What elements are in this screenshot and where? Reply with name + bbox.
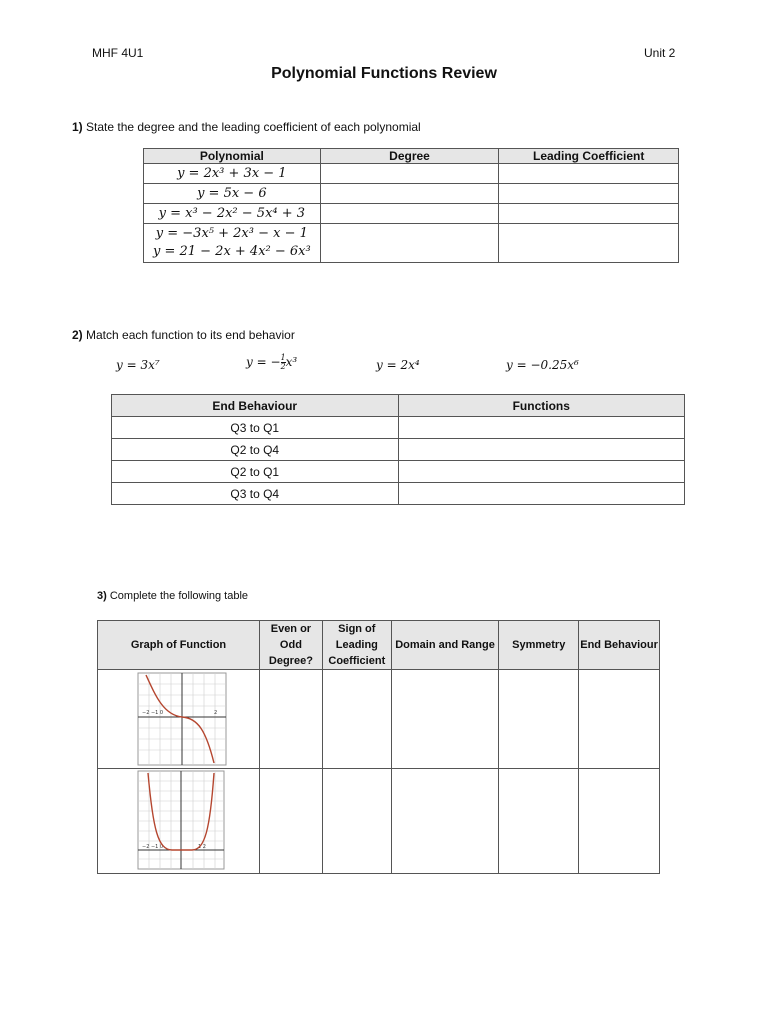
polynomial-cell: y = 2x³ + 3x − 1 bbox=[144, 164, 321, 184]
polynomial-line: y = −3x⁵ + 2x³ − x − 1 bbox=[155, 226, 308, 241]
end-behaviour-cell: Q3 to Q4 bbox=[112, 483, 399, 505]
svg-text:−2 −1 0: −2 −1 0 bbox=[142, 844, 164, 850]
sign-answer-cell[interactable] bbox=[322, 670, 391, 769]
col-domain-range: Domain and Range bbox=[391, 621, 499, 670]
graph-cell bbox=[98, 769, 260, 874]
end-behaviour-cell: Q3 to Q1 bbox=[112, 417, 399, 439]
functions-answer-cell[interactable] bbox=[398, 439, 685, 461]
col-polynomial: Polynomial bbox=[144, 149, 321, 164]
domain-range-answer-cell[interactable] bbox=[391, 769, 499, 874]
question-1-number: 1) bbox=[72, 120, 83, 134]
polynomial-cell bbox=[144, 224, 321, 263]
degree-answer-cell[interactable] bbox=[320, 184, 499, 204]
table-row bbox=[98, 769, 660, 874]
table-row bbox=[112, 461, 685, 483]
cubic-graph-icon bbox=[98, 671, 258, 767]
end-behaviour-table bbox=[111, 394, 685, 505]
question-2 bbox=[72, 328, 295, 342]
polynomial-cell: y = x³ − 2x² − 5x⁴ + 3 bbox=[144, 204, 321, 224]
course-code: MHF 4U1 bbox=[92, 46, 144, 60]
symmetry-answer-cell[interactable] bbox=[499, 670, 579, 769]
function-option: y = 3x⁷ bbox=[116, 358, 160, 372]
function-option-fraction: y = − $\frac{1}{2}$ x³ bbox=[246, 353, 298, 371]
domain-range-answer-cell[interactable] bbox=[391, 670, 499, 769]
page-title: Polynomial Functions Review bbox=[271, 65, 497, 82]
end-behaviour-cell: Q2 to Q1 bbox=[112, 461, 399, 483]
col-end-behaviour: End Behaviour bbox=[579, 621, 660, 670]
degree-table-header bbox=[144, 149, 679, 164]
function-option: y = 2x⁴ bbox=[376, 358, 420, 372]
col-end-behaviour: End Behaviour bbox=[112, 395, 399, 417]
function-option: y = −0.25x⁶ bbox=[506, 358, 579, 372]
leading-answer-cell[interactable] bbox=[499, 224, 679, 263]
col-sign-leading: Sign of Leading Coefficient bbox=[322, 621, 391, 670]
symmetry-answer-cell[interactable] bbox=[499, 769, 579, 874]
degree-answer-cell[interactable] bbox=[320, 204, 499, 224]
table-row bbox=[144, 184, 679, 204]
polynomial-line: y = 21 − 2x + 4x² − 6x³ bbox=[152, 244, 311, 259]
question-3 bbox=[97, 590, 248, 602]
analysis-table-header bbox=[98, 621, 660, 670]
degree-answer-cell[interactable] bbox=[320, 164, 499, 184]
col-graph: Graph of Function bbox=[98, 621, 260, 670]
unit-label: Unit 2 bbox=[644, 46, 676, 60]
end-behaviour-table-header bbox=[112, 395, 685, 417]
question-1 bbox=[72, 120, 421, 134]
table-row bbox=[144, 224, 679, 263]
functions-answer-cell[interactable] bbox=[398, 461, 685, 483]
leading-answer-cell[interactable] bbox=[499, 184, 679, 204]
table-row bbox=[112, 417, 685, 439]
table-row bbox=[98, 670, 660, 769]
end-behaviour-answer-cell[interactable] bbox=[579, 769, 660, 874]
svg-text:1 2: 1 2 bbox=[198, 844, 206, 850]
col-degree: Degree bbox=[320, 149, 499, 164]
functions-answer-cell[interactable] bbox=[398, 483, 685, 505]
table-row bbox=[112, 439, 685, 461]
question-3-prompt: Complete the following table bbox=[109, 590, 249, 602]
graph-cell bbox=[98, 670, 260, 769]
sign-answer-cell[interactable] bbox=[322, 769, 391, 874]
functions-answer-cell[interactable] bbox=[398, 417, 685, 439]
degree-answer-cell[interactable] bbox=[320, 224, 499, 263]
leading-answer-cell[interactable] bbox=[499, 164, 679, 184]
leading-answer-cell[interactable] bbox=[499, 204, 679, 224]
table-row bbox=[144, 164, 679, 184]
question-1-prompt: State the degree and the leading coefficient of each polynomial bbox=[86, 120, 421, 134]
even-odd-answer-cell[interactable] bbox=[259, 769, 322, 874]
question-3-number: 3) bbox=[97, 590, 107, 602]
svg-text:2: 2 bbox=[214, 710, 218, 716]
fraction: $\frac{1}{2}$ bbox=[280, 353, 286, 371]
table-row bbox=[144, 204, 679, 224]
degree-table bbox=[143, 148, 679, 263]
svg-text:−2 −1 0: −2 −1 0 bbox=[142, 710, 164, 716]
col-functions: Functions bbox=[398, 395, 685, 417]
end-behaviour-cell: Q2 to Q4 bbox=[112, 439, 399, 461]
table-row bbox=[112, 483, 685, 505]
col-leading-coefficient: Leading Coefficient bbox=[499, 149, 679, 164]
quartic-graph-icon bbox=[98, 769, 258, 873]
polynomial-cell: y = 5x − 6 bbox=[144, 184, 321, 204]
question-2-prompt: Match each function to its end behavior bbox=[86, 328, 295, 342]
even-odd-answer-cell[interactable] bbox=[259, 670, 322, 769]
end-behaviour-answer-cell[interactable] bbox=[579, 670, 660, 769]
col-even-odd: Even or Odd Degree? bbox=[259, 621, 322, 670]
function-analysis-table bbox=[97, 620, 660, 874]
col-symmetry: Symmetry bbox=[499, 621, 579, 670]
question-2-number: 2) bbox=[72, 328, 83, 342]
